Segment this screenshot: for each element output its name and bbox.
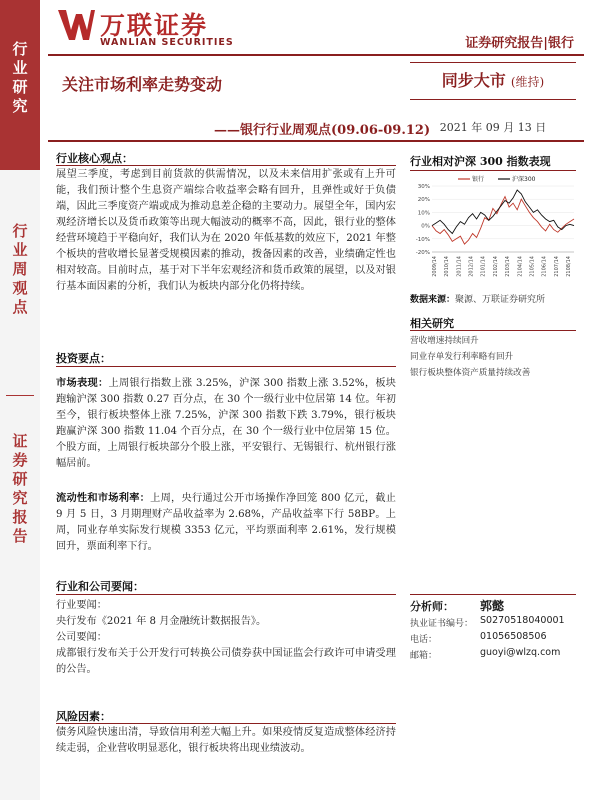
industry-news-text: 央行发布《2021 年 8 月金融统计数据报告》。: [56, 616, 267, 627]
y-tick-label: 10%: [417, 210, 430, 217]
cert-label: 执业证书编号：: [410, 619, 474, 629]
y-tick-label: 20%: [417, 197, 430, 204]
news-heading: 行业和公司要闻：: [56, 580, 144, 593]
legend-label: 沪深300: [512, 176, 536, 183]
related-research-item[interactable]: 营收增速持续回升: [410, 336, 479, 346]
report-type: 证券研究报告|银行: [465, 36, 574, 51]
header-divider: [48, 54, 584, 56]
x-tick-label: 2012/14: [468, 256, 475, 277]
company-news-label: 公司要闻：: [56, 632, 107, 643]
logo-chinese: 万联证券: [100, 11, 209, 40]
liquidity-text: 上周，央行通过公开市场操作净回笼 800 亿元，截止 9 月 5 日，3 月期理财产品收益率为 2.68%，产品收益率下行 58BP。上周，同业存单实际发行规模 3353 亿元，平均票面利率 2.61%，发行规模回升，票面利率下行。: [56, 493, 396, 552]
x-tick-label: 2102/14: [492, 256, 499, 277]
data-source: [410, 292, 545, 305]
y-tick-label: 0%: [421, 223, 430, 230]
logo-mark-icon: [56, 8, 96, 42]
rating: 同步大市: [441, 71, 506, 90]
related-research-divider: [410, 330, 576, 331]
liquidity-label: 流动性和市场利率：: [56, 492, 151, 504]
related-research-heading: 相关研究: [410, 317, 454, 330]
sidebar-label-securities-report: 证 券 研 究 报 告: [12, 432, 28, 545]
investment-points-heading: 投资要点：: [56, 352, 111, 365]
report-date: 2021 年 09 月 13 日: [439, 121, 547, 134]
core-view-heading: 行业核心观点：: [56, 152, 133, 165]
chart-title-divider: [410, 170, 576, 171]
chart-title: 行业相对沪深 300 指数表现: [410, 155, 551, 168]
liquidity-paragraph: [56, 490, 396, 560]
related-research-item[interactable]: 同业存单发行利率略有回升: [410, 352, 514, 362]
x-tick-label: 2103/14: [505, 256, 512, 277]
x-tick-label: 2105/14: [529, 256, 536, 277]
rating-note: (维持): [510, 75, 545, 89]
core-view-text: 展望三季度，考虑到目前货款的供需情况，以及未来信用扩张或有上升可能，我们预计整个生息资产端综合收益率会略有回升，且弹性或好于负债端，因此三季度资产端或成为推动息差企稳的主要动力。展望全年，国内宏观经济增长以及货币政策等出现大幅波动的概率不高，因此，银行业的整体经营环境趋于平稳向好，我们认为在 2020 年低基数的效应下，2021 年整个板块的营收增长显著受规模因素的推动，拨备因素的改善，业绩确定性也相对较高。目前时点，基于对下半年宏观经济和货币政策的展望，以及对银行基本面因素的分析，我们认为板块内部分化仍将持续。: [56, 169, 396, 292]
x-tick-label: 2011/14: [456, 256, 463, 277]
y-tick-label: 30%: [417, 184, 430, 190]
y-tick-label: -10%: [415, 236, 430, 243]
rating-box: [410, 62, 576, 100]
phone-label: 电话：: [410, 635, 438, 645]
industry-news-label: 行业要闻：: [56, 600, 107, 611]
logo-english: WANLIAN SECURITIES: [100, 37, 234, 48]
sidebar-label-industry-research: 行 业 研 究: [12, 40, 28, 115]
x-tick-label: 2106/14: [541, 256, 548, 277]
x-tick-label: 2010/14: [444, 256, 451, 277]
x-tick-label: 2108/14: [566, 256, 572, 277]
core-view-divider: [56, 165, 396, 166]
email-label: 邮箱：: [410, 651, 438, 661]
y-tick-label: -20%: [415, 250, 430, 256]
x-tick-label: 2009/14: [432, 256, 438, 277]
title-divider: [48, 140, 584, 142]
company-news-text: 成都银行发布关于公开发行可转换公司债券获中国证监会行政许可申请受理的公告。: [56, 648, 396, 675]
market-performance-paragraph: [56, 375, 396, 475]
x-tick-label: 2104/14: [517, 256, 524, 277]
analyst-heading: 分析师：: [410, 600, 454, 613]
market-performance-text: 上周银行指数上涨 3.25%，沪深 300 指数上涨 3.52%，板块跑输沪深 300 指数 0.27 百分点，在 30 个一级行业中位居第 14 位。年初至今，银行板块整体上涨 7.25%，沪深 300 指数下跌 3.79%，银行板块跑赢沪深 300 指数 11.04 个百分点，在 30 个一级行业中位居第 15 位。个股方面，上周银行板块部分个股上涨，平安银行、无锡银行、杭州银行涨幅居前。: [56, 378, 396, 469]
data-source-label: 数据来源：: [410, 295, 456, 305]
risk-divider: [56, 723, 396, 724]
email-link[interactable]: guoyi@wlzq.com: [480, 647, 561, 658]
analyst-name: 郭懿: [480, 599, 505, 613]
market-performance-label: 市场表现：: [56, 377, 109, 389]
cert-number: S0270518040001: [480, 615, 565, 626]
related-research-item[interactable]: 银行板块整体资产质量持续改善: [410, 368, 531, 378]
report-subtitle: ——银行行业周观点(09.06-09.12): [214, 123, 431, 138]
relative-performance-chart: [408, 172, 578, 284]
data-source-text: 聚源、万联证券研究所: [455, 295, 546, 305]
phone-number: 01056508506: [480, 631, 547, 642]
news-divider: [56, 594, 396, 595]
series-line: [432, 190, 574, 234]
sidebar-divider: [6, 395, 34, 396]
x-tick-label: 2101/14: [480, 256, 487, 277]
legend-label: 银行: [472, 176, 485, 183]
risk-text: 债务风险快速出清，导致信用利差大幅上升。如果疫情反复造成整体经济持续走弱，企业营收明显恶化，银行板块将出现业绩波动。: [56, 727, 396, 754]
sidebar-label-weekly-view: 行 业 周 观 点: [12, 222, 28, 316]
report-title: 关注市场利率走势变动: [62, 75, 223, 94]
x-tick-label: 2107/14: [553, 256, 560, 277]
analyst-divider: [410, 594, 576, 595]
investment-points-divider: [56, 366, 396, 367]
risk-heading: 风险因素：: [56, 710, 111, 723]
